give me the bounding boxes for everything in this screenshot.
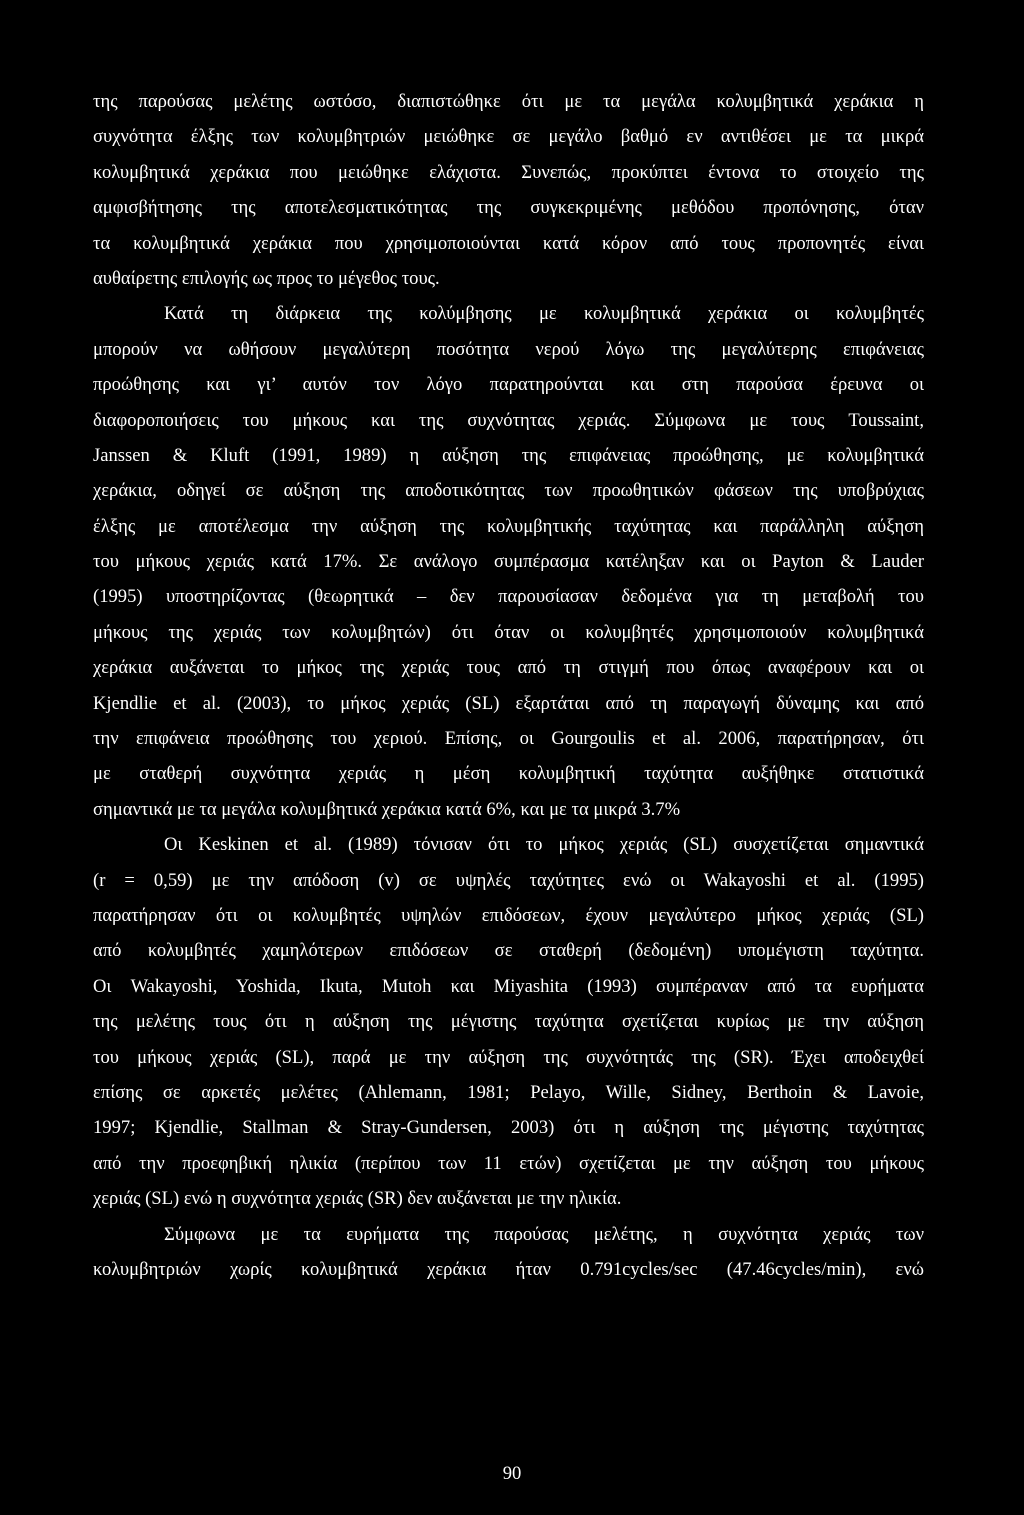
text-line: 1997; Kjendlie, Stallman & Stray-Gundersen, 2003) ότι η αύξηση της μέγιστης ταχύτητας <box>93 1117 924 1139</box>
text-line: του μήκους χεριάς κατά 17%. Σε ανάλογο συμπέρασμα κατέληξαν και οι Payton & Lauder <box>93 551 924 573</box>
text-line: Κατά τη διάρκεια της κολύμβησης με κολυμβητικά χεράκια οι κολυμβητές <box>164 303 924 325</box>
text-line: Σύμφωνα με τα ευρήματα της παρούσας μελέτης, η συχνότητα χεριάς των <box>164 1223 924 1245</box>
page-body <box>93 84 924 1287</box>
text-line: Οι Keskinen et al. (1989) τόνισαν ότι το μήκος χεριάς (SL) συσχετίζεται σημαντικά <box>164 834 924 856</box>
text-line: της μελέτης τους ότι η αύξηση της μέγιστης ταχύτητα σχετίζεται κυρίως με την αύξηση <box>93 1011 924 1033</box>
text-line: παρατήρησαν ότι οι κολυμβητές υψηλών επιδόσεων, έχουν μεγαλύτερο μήκος χεριάς (SL) <box>93 904 924 926</box>
text-line: χεριάς (SL) ενώ η συχνότητα χεριάς (SR) δεν αυξάνεται με την ηλικία. <box>93 1188 622 1210</box>
paragraph <box>93 296 924 827</box>
page-number: 90 <box>502 1463 522 1484</box>
text-line: κολυμβητριών χωρίς κολυμβητικά χεράκια ήταν 0.791cycles/sec (47.46cycles/min), ενώ <box>93 1258 924 1280</box>
text-line: επίσης σε αρκετές μελέτες (Ahlemann, 1981; Pelayo, Wille, Sidney, Berthoin & Lavoie, <box>93 1081 924 1103</box>
text-line: (r = 0,59) με την απόδοση (v) σε υψηλές ταχύτητες ενώ οι Wakayoshi et al. (1995) <box>93 869 924 891</box>
text-line: χεράκια, οδηγεί σε αύξηση της αποδοτικότητας των προωθητικών φάσεων της υποβρύχιας <box>93 480 924 502</box>
text-line: μπορούν να ωθήσουν μεγαλύτερη ποσότητα νερού λόγω της μεγαλύτερης επιφάνειας <box>93 338 924 360</box>
text-line: διαφοροποιήσεις του μήκους και της συχνότητας χεριάς. Σύμφωνα με τους Toussaint, <box>93 409 924 431</box>
paragraph <box>93 84 924 296</box>
text-line: Janssen & Kluft (1991, 1989) η αύξηση της επιφάνειας προώθησης, με κολυμβητικά <box>93 444 924 466</box>
text-line: αυθαίρετης επιλογής ως προς το μέγεθος τους. <box>93 267 440 289</box>
text-line: σημαντικά με τα μεγάλα κολυμβητικά χεράκια κατά 6%, και με τα μικρά 3.7% <box>93 798 681 820</box>
text-line: από κολυμβητές χαμηλότερων επιδόσεων σε σταθερή (δεδομένη) υπομέγιστη ταχύτητα. <box>93 940 924 962</box>
text-line: έλξης με αποτέλεσμα την αύξηση της κολυμβητικής ταχύτητας και παράλληλη αύξηση <box>93 515 924 537</box>
paragraph <box>93 827 924 1216</box>
paragraph <box>93 1217 924 1288</box>
text-line: του μήκους χεριάς (SL), παρά με την αύξηση της συχνότητάς της (SR). Έχει αποδειχθεί <box>93 1046 924 1068</box>
text-line: συχνότητα έλξης των κολυμβητριών μειώθηκε σε μεγάλο βαθμό εν αντιθέσει με τα μικρά <box>93 126 924 148</box>
text-line: μήκους της χεριάς των κολυμβητών) ότι όταν οι κολυμβητές χρησιμοποιούν κολυμβητικά <box>93 621 924 643</box>
text-line: προώθησης και γι’ αυτόν τον λόγο παρατηρούνται και στη παρούσα έρευνα οι <box>93 374 924 396</box>
text-line: (1995) υποστηρίζοντας (θεωρητικά – δεν παρουσίασαν δεδομένα για τη μεταβολή του <box>93 586 924 608</box>
text-line: με σταθερή συχνότητα χεριάς η μέση κολυμβητική ταχύτητα αυξήθηκε στατιστικά <box>93 763 924 785</box>
text-line: από την προεφηβική ηλικία (περίπου των 11 ετών) σχετίζεται με την αύξηση του μήκους <box>93 1152 924 1174</box>
text-line: κολυμβητικά χεράκια που μειώθηκε ελάχιστα. Συνεπώς, προκύπτει έντονα το στοιχείο της <box>93 161 924 183</box>
text-line: Οι Wakayoshi, Yoshida, Ikuta, Mutoh και Miyashita (1993) συμπέραναν από τα ευρήματα <box>93 975 924 997</box>
text-line: αμφισβήτησης της αποτελεσματικότητας της συγκεκριμένης μεθόδου προπόνησης, όταν <box>93 197 924 219</box>
text-line: χεράκια αυξάνεται το μήκος της χεριάς τους από τη στιγμή που όπως αναφέρουν και οι <box>93 657 924 679</box>
text-line: τα κολυμβητικά χεράκια που χρησιμοποιούνται κατά κόρον από τους προπονητές είναι <box>93 232 924 254</box>
text-line: Kjendlie et al. (2003), το μήκος χεριάς (SL) εξαρτάται από τη παραγωγή δύναμης και από <box>93 692 924 714</box>
text-line: της παρούσας μελέτης ωστόσο, διαπιστώθηκε ότι με τα μεγάλα κολυμβητικά χεράκια η <box>93 91 924 112</box>
text-line: την επιφάνεια προώθησης του χεριού. Επίσης, οι Gourgoulis et al. 2006, παρατήρησαν, ότι <box>93 728 924 750</box>
